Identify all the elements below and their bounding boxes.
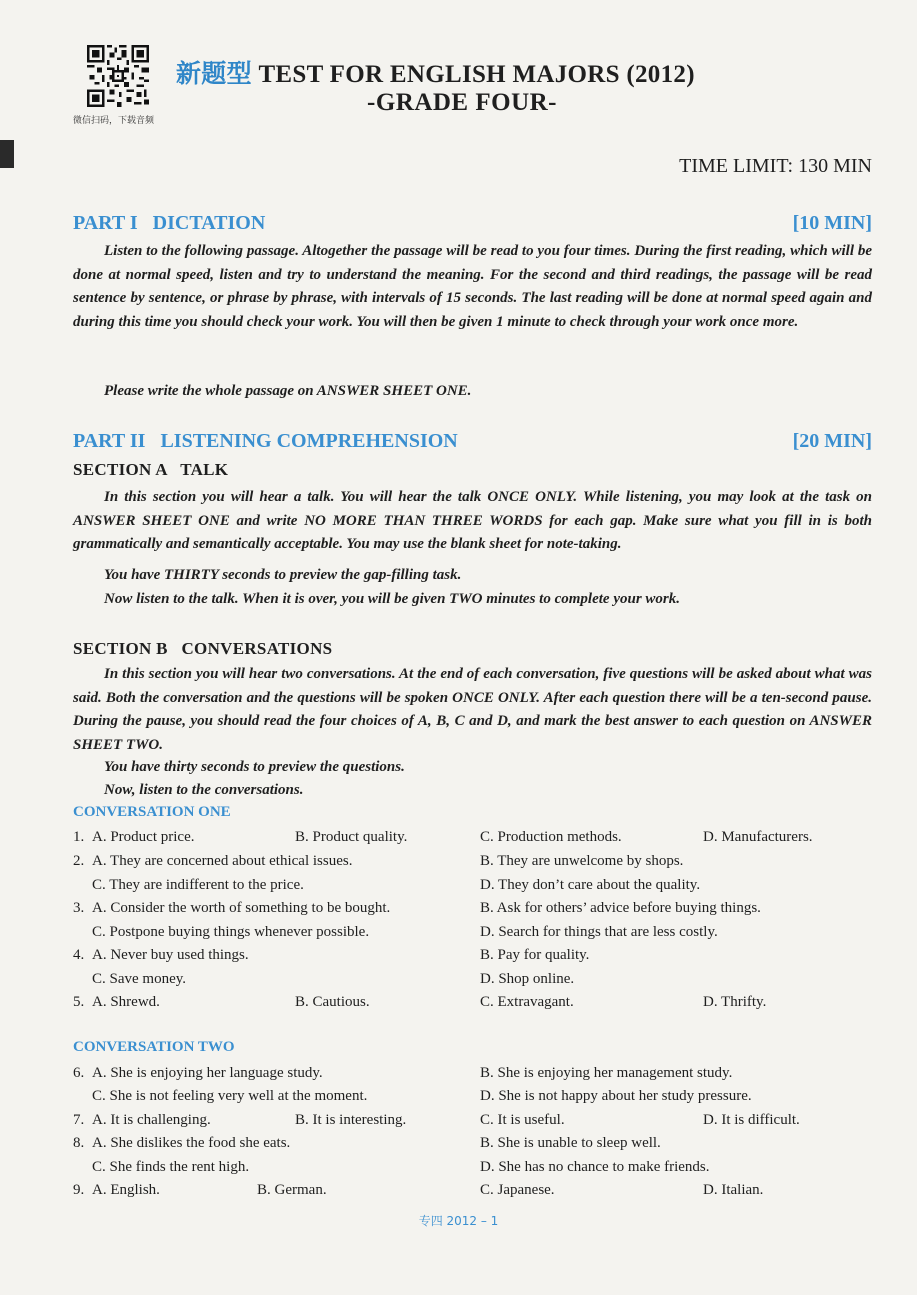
question-number: 6. (73, 1065, 85, 1081)
q8-option-d: D. She has no chance to make friends. (480, 1159, 710, 1175)
q6-option-b: B. She is enjoying her management study. (480, 1065, 733, 1081)
q1-option-c: C. Production methods. (480, 829, 622, 845)
question-number: 3. (73, 900, 85, 916)
binding-mark (0, 140, 14, 168)
question-number: 9. (73, 1182, 85, 1198)
qr-code-icon (87, 45, 149, 107)
page-footer: 专四 2012 – 1 (418, 1214, 499, 1228)
q3-option-a: A. Consider the worth of something to be bought. (92, 900, 391, 916)
q4-option-c: C. Save money. (92, 971, 187, 987)
part2-time: [20 MIN] (792, 430, 872, 452)
q3-option-c: C. Postpone buying things whenever possible. (92, 924, 370, 940)
section-a-instructions: In this section you will hear a talk. You will hear the talk ONCE ONLY. While listening, you may look at the task on ANSWER SHEET ONE and write NO MORE THAN THREE WORDS for each gap. Make sure what you fill in is both grammatically and semantically acceptable. You may use the blank sheet for note-taking. (73, 489, 872, 552)
qr-caption: 微信扫码，下载音频 (73, 116, 155, 126)
q5-option-d: D. Thrifty. (703, 994, 767, 1010)
q5-option-b: B. Cautious. (295, 994, 370, 1010)
section-a-line1: You have THIRTY seconds to preview the gap-filling task. (104, 567, 462, 583)
part1-title: PART I DICTATION (73, 212, 266, 234)
q1-option-b: B. Product quality. (295, 829, 408, 845)
q4-option-a: A. Never buy used things. (92, 947, 249, 963)
section-b-line1: You have thirty seconds to preview the questions. (104, 759, 405, 775)
question-number: 5. (73, 994, 85, 1010)
part1-time: [10 MIN] (792, 212, 872, 234)
q2-option-a: A. They are concerned about ethical issues. (92, 853, 353, 869)
q8-option-c: C. She finds the rent high. (92, 1159, 250, 1175)
q5-option-c: C. Extravagant. (480, 994, 574, 1010)
q9-option-d: D. Italian. (703, 1182, 764, 1198)
part1-note: Please write the whole passage on ANSWER SHEET ONE. (104, 383, 472, 399)
q6-option-d: D. She is not happy about her study pressure. (480, 1088, 752, 1104)
q7-option-c: C. It is useful. (480, 1112, 565, 1128)
q9-option-b: B. German. (257, 1182, 327, 1198)
q3-option-d: D. Search for things that are less costly. (480, 924, 718, 940)
title-en: TEST FOR ENGLISH MAJORS (2012) (251, 61, 695, 88)
part2-heading (73, 430, 872, 456)
question-number: 8. (73, 1135, 85, 1151)
q6-option-a: A. She is enjoying her language study. (92, 1065, 323, 1081)
q1-option-d: D. Manufacturers. (703, 829, 813, 845)
question-number: 2. (73, 853, 85, 869)
part1-heading (73, 212, 872, 238)
q2-option-b: B. They are unwelcome by shops. (480, 853, 684, 869)
section-a-line2: Now listen to the talk. When it is over, you will be given TWO minutes to complete your work. (104, 591, 680, 607)
section-b-line2: Now, listen to the conversations. (104, 782, 304, 798)
part2-title: PART II LISTENING COMPREHENSION (73, 430, 458, 452)
q3-option-b: B. Ask for others’ advice before buying things. (480, 900, 761, 916)
q7-option-b: B. It is interesting. (295, 1112, 407, 1128)
conversation-one-title: CONVERSATION ONE (73, 804, 231, 820)
q4-option-b: B. Pay for quality. (480, 947, 590, 963)
q2-option-d: D. They don’t care about the quality. (480, 877, 701, 893)
time-limit: TIME LIMIT: 130 MIN (679, 155, 872, 177)
question-number: 1. (73, 829, 85, 845)
q2-option-c: C. They are indifferent to the price. (92, 877, 304, 893)
exam-subtitle: -GRADE FOUR- (367, 89, 558, 116)
q7-option-a: A. It is challenging. (92, 1112, 211, 1128)
question-number: 4. (73, 947, 85, 963)
conversation-two-title: CONVERSATION TWO (73, 1039, 235, 1055)
part1-instructions: Listen to the following passage. Altogether the passage will be read to you four times. During the first reading, which will be done at normal speed, listen and try to understand the meaning. For the second and third readings, the passage will be read sentence by sentence, or phrase by phrase, with intervals of 15 seconds. The last reading will be done at normal speed again and during this time you should check your work. You will then be given 1 minute to check through your work once more. (73, 243, 872, 330)
q8-option-b: B. She is unable to sleep well. (480, 1135, 661, 1151)
section-b-title: SECTION B CONVERSATIONS (73, 639, 333, 658)
section-b-instructions: In this section you will hear two conversations. At the end of each conversation, five questions will be asked about what was said. Both the conversation and the questions will be spoken ONCE ONLY. After each question there will be a ten-second pause. During the pause, you should read the four choices of A, B, C and D, and mark the best answer to each question on ANSWER SHEET TWO. (73, 666, 872, 753)
question-number: 7. (73, 1112, 85, 1128)
q4-option-d: D. Shop online. (480, 971, 575, 987)
q8-option-a: A. She dislikes the food she eats. (92, 1135, 291, 1151)
section-a-title: SECTION A TALK (73, 460, 229, 479)
q5-option-a: A. Shrewd. (92, 994, 160, 1010)
q1-option-a: A. Product price. (92, 829, 195, 845)
q9-option-a: A. English. (92, 1182, 160, 1198)
title-cn: 新题型 (176, 59, 252, 88)
q7-option-d: D. It is difficult. (703, 1112, 800, 1128)
exam-title (176, 54, 695, 90)
q9-option-c: C. Japanese. (480, 1182, 555, 1198)
q6-option-c: C. She is not feeling very well at the moment. (92, 1088, 368, 1104)
